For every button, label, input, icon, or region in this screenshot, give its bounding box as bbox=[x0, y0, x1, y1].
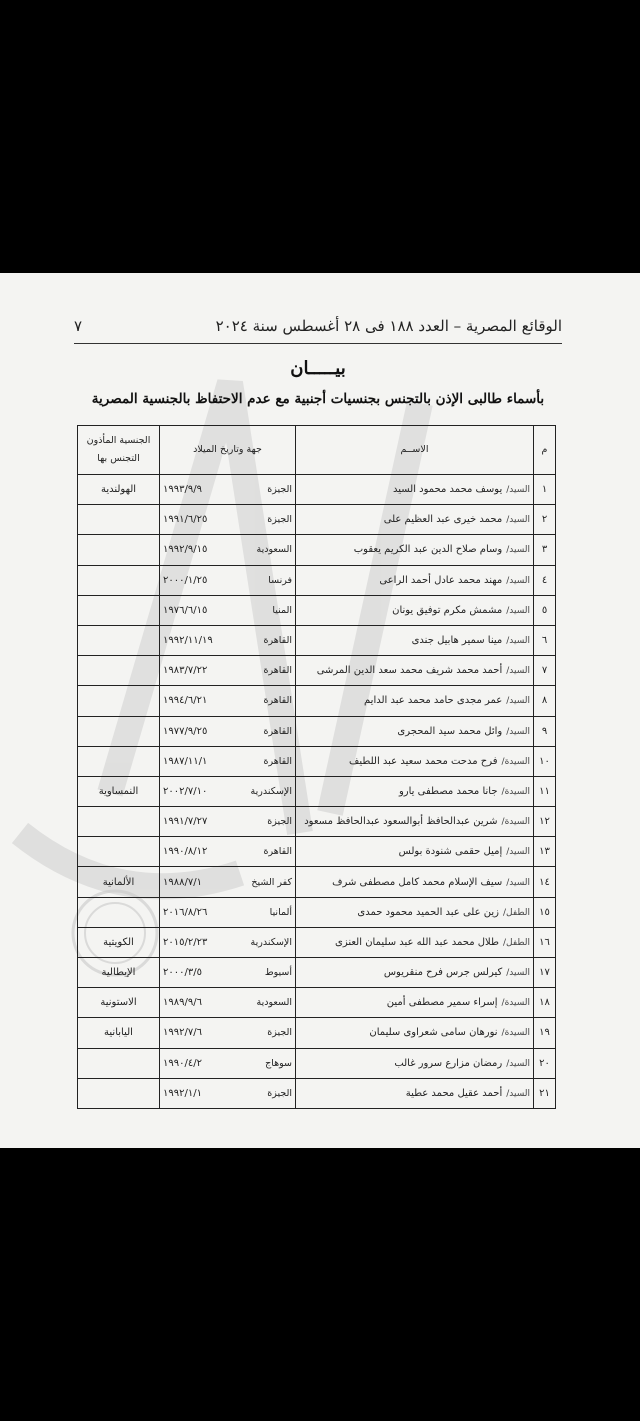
birth-place: القاهرة bbox=[263, 695, 292, 707]
table-row bbox=[78, 656, 556, 686]
birth-cell bbox=[160, 565, 296, 595]
header-num: م bbox=[534, 426, 556, 475]
birth-cell bbox=[160, 837, 296, 867]
nationality: الاستونية bbox=[78, 988, 160, 1018]
table-row bbox=[78, 988, 556, 1018]
birth-date: ١٩٨٨/٧/١ bbox=[163, 876, 202, 888]
person-title: السيد/ bbox=[506, 515, 530, 526]
nationality: الإيطالية bbox=[78, 958, 160, 988]
person-title: السيد/ bbox=[506, 666, 530, 677]
person-name-cell bbox=[296, 1078, 534, 1108]
row-number: ١٦ bbox=[534, 927, 556, 957]
header-nationality bbox=[78, 426, 160, 475]
person-name: نورهان سامى شعراوى سليمان bbox=[369, 1027, 498, 1039]
birth-date: ٢٠٠٠/٣/٥ bbox=[163, 967, 202, 979]
person-name-cell bbox=[296, 656, 534, 686]
person-title: السيدة/ bbox=[501, 756, 530, 767]
person-title: السيد/ bbox=[506, 968, 530, 979]
person-name: مشمش مكرم توفيق يونان bbox=[392, 604, 503, 616]
row-number: ٣ bbox=[534, 535, 556, 565]
person-name-cell bbox=[296, 1018, 534, 1048]
person-name: مهند محمد عادل أحمد الراعى bbox=[379, 574, 503, 586]
birth-place: الإسكندرية bbox=[250, 936, 292, 948]
person-name-cell bbox=[296, 867, 534, 897]
table-row bbox=[78, 958, 556, 988]
nationality: النمساوية bbox=[78, 776, 160, 806]
table-row bbox=[78, 867, 556, 897]
nationality bbox=[78, 686, 160, 716]
row-number: ٢ bbox=[534, 505, 556, 535]
table-row bbox=[78, 776, 556, 806]
birth-date: ٢٠٠٢/٧/١٠ bbox=[163, 785, 208, 797]
birth-cell bbox=[160, 927, 296, 957]
person-name-cell bbox=[296, 625, 534, 655]
page-header bbox=[74, 313, 562, 339]
table-row bbox=[78, 807, 556, 837]
row-number: ٦ bbox=[534, 625, 556, 655]
birth-cell bbox=[160, 958, 296, 988]
nationality bbox=[78, 535, 160, 565]
person-name-cell bbox=[296, 807, 534, 837]
person-name: أحمد عقيل محمد عطية bbox=[405, 1087, 503, 1099]
birth-place: القاهرة bbox=[263, 665, 292, 677]
person-name: إميل حقمى شنودة بولس bbox=[398, 846, 503, 858]
table-row bbox=[78, 716, 556, 746]
row-number: ١٥ bbox=[534, 897, 556, 927]
person-name: سيف الإسلام محمد كامل مصطفى شرف bbox=[332, 876, 503, 888]
person-title: السيد/ bbox=[506, 847, 530, 858]
nationality bbox=[78, 505, 160, 535]
birth-cell bbox=[160, 1048, 296, 1078]
birth-cell bbox=[160, 1018, 296, 1048]
birth-place: ألمانيا bbox=[269, 906, 292, 918]
statement-subtitle: بأسماء طالبى الإذن بالتجنس بجنسيات أجنبية مع عدم الاحتفاظ بالجنسية المصرية bbox=[91, 391, 545, 407]
birth-date: ١٩٨٧/١١/١ bbox=[163, 755, 208, 767]
birth-cell bbox=[160, 535, 296, 565]
table-row bbox=[78, 897, 556, 927]
table-row bbox=[78, 746, 556, 776]
birth-date: ١٩٩١/٧/٢٧ bbox=[163, 816, 208, 828]
birth-cell bbox=[160, 776, 296, 806]
journal-title: الوقائع المصرية – العدد ١٨٨ فى ٢٨ أغسطس سنة ٢٠٢٤ bbox=[215, 317, 562, 335]
birth-cell bbox=[160, 897, 296, 927]
row-number: ٨ bbox=[534, 686, 556, 716]
birth-place: القاهرة bbox=[263, 635, 292, 647]
table-row bbox=[78, 686, 556, 716]
table-row bbox=[78, 1018, 556, 1048]
row-number: ٢١ bbox=[534, 1078, 556, 1108]
person-name: وائل محمد سيد المحجرى bbox=[397, 725, 503, 737]
person-name: جانا محمد مصطفى يارو bbox=[398, 785, 498, 797]
page-number: ٧ bbox=[74, 317, 83, 335]
person-title: الطفل/ bbox=[502, 907, 530, 918]
table-header-row bbox=[78, 426, 556, 475]
birth-date: ١٩٧٧/٩/٢٥ bbox=[163, 725, 208, 737]
nationality: الهولندية bbox=[78, 475, 160, 505]
person-title: الطفل/ bbox=[502, 937, 530, 948]
birth-place: أسيوط bbox=[264, 967, 292, 979]
person-name-cell bbox=[296, 535, 534, 565]
row-number: ١٨ bbox=[534, 988, 556, 1018]
nationality bbox=[78, 746, 160, 776]
birth-place: الجيزة bbox=[267, 1087, 292, 1099]
nationality: الألمانية bbox=[78, 867, 160, 897]
table-row bbox=[78, 1048, 556, 1078]
nationality bbox=[78, 595, 160, 625]
nationality bbox=[78, 897, 160, 927]
nationality bbox=[78, 1048, 160, 1078]
row-number: ٥ bbox=[534, 595, 556, 625]
birth-cell bbox=[160, 1078, 296, 1108]
row-number: ١١ bbox=[534, 776, 556, 806]
person-title: السيد/ bbox=[506, 696, 530, 707]
birth-place: الجيزة bbox=[267, 484, 292, 496]
person-title: السيدة/ bbox=[501, 998, 530, 1009]
person-title: السيد/ bbox=[506, 877, 530, 888]
person-name-cell bbox=[296, 716, 534, 746]
person-title: السيدة/ bbox=[501, 817, 530, 828]
person-name-cell bbox=[296, 1048, 534, 1078]
birth-date: ١٩٩٢/٩/١٥ bbox=[163, 544, 208, 556]
row-number: ١٠ bbox=[534, 746, 556, 776]
birth-date: ١٩٩٢/١/١ bbox=[163, 1087, 202, 1099]
birth-place: الإسكندرية bbox=[250, 785, 292, 797]
table-row bbox=[78, 505, 556, 535]
person-name: كيرلس جرس فرح منقريوس bbox=[383, 967, 503, 979]
person-name-cell bbox=[296, 776, 534, 806]
table-row bbox=[78, 927, 556, 957]
birth-date: ١٩٧٦/٦/١٥ bbox=[163, 604, 208, 616]
person-title: السيد/ bbox=[506, 605, 530, 616]
person-name: مينا سمير هابيل جندى bbox=[411, 635, 503, 647]
nationality bbox=[78, 656, 160, 686]
person-title: السيد/ bbox=[506, 575, 530, 586]
birth-place: سوهاج bbox=[265, 1057, 292, 1069]
birth-place: فرنسا bbox=[268, 574, 292, 586]
person-name-cell bbox=[296, 897, 534, 927]
birth-date: ٢٠١٥/٢/٢٣ bbox=[163, 936, 208, 948]
birth-place: الجيزة bbox=[267, 816, 292, 828]
row-number: ١٣ bbox=[534, 837, 556, 867]
person-title: السيد/ bbox=[506, 636, 530, 647]
person-title: السيد/ bbox=[506, 726, 530, 737]
header-nationality-line1: الجنسية المأذون bbox=[86, 435, 151, 446]
nationality: الكويتية bbox=[78, 927, 160, 957]
person-name: فرح مدحت محمد سعيد عبد اللطيف bbox=[349, 755, 498, 767]
birth-cell bbox=[160, 686, 296, 716]
birth-date: ١٩٩٠/٤/٢ bbox=[163, 1057, 202, 1069]
person-name: إسراء سمير مصطفى أمين bbox=[386, 997, 498, 1009]
nationality bbox=[78, 837, 160, 867]
birth-cell bbox=[160, 867, 296, 897]
birth-cell bbox=[160, 807, 296, 837]
person-title: السيدة/ bbox=[501, 786, 530, 797]
birth-cell bbox=[160, 625, 296, 655]
nationality: اليابانية bbox=[78, 1018, 160, 1048]
birth-date: ١٩٩٢/٧/٦ bbox=[163, 1027, 202, 1039]
birth-date: ١٩٨٣/٧/٢٢ bbox=[163, 665, 208, 677]
birth-place: الجيزة bbox=[267, 1027, 292, 1039]
header-rule bbox=[74, 343, 562, 344]
nationality bbox=[78, 716, 160, 746]
birth-place: القاهرة bbox=[263, 846, 292, 858]
person-name: شرين عبدالحافظ أبوالسعود عبدالحافظ مسعود bbox=[304, 816, 498, 828]
birth-date: ٢٠١٦/٨/٢٦ bbox=[163, 906, 208, 918]
nationality bbox=[78, 565, 160, 595]
table-row bbox=[78, 837, 556, 867]
birth-cell bbox=[160, 595, 296, 625]
naturalization-table bbox=[77, 425, 556, 1109]
header-nationality-line2: التجنس بها bbox=[97, 453, 140, 464]
row-number: ١ bbox=[534, 475, 556, 505]
document-page bbox=[0, 273, 640, 1148]
person-title: السيد/ bbox=[506, 485, 530, 496]
table-row bbox=[78, 625, 556, 655]
person-name: زين على عبد الحميد محمود حمدى bbox=[357, 906, 499, 918]
birth-cell bbox=[160, 475, 296, 505]
birth-place: القاهرة bbox=[263, 725, 292, 737]
row-number: ٩ bbox=[534, 716, 556, 746]
person-name-cell bbox=[296, 927, 534, 957]
person-name: طلال محمد عبد الله عبد سليمان العنزى bbox=[335, 936, 499, 948]
table-row bbox=[78, 565, 556, 595]
table-row bbox=[78, 535, 556, 565]
person-name-cell bbox=[296, 505, 534, 535]
birth-cell bbox=[160, 656, 296, 686]
birth-date: ١٩٨٩/٩/٦ bbox=[163, 997, 202, 1009]
person-name-cell bbox=[296, 988, 534, 1018]
table-row bbox=[78, 1078, 556, 1108]
table-row bbox=[78, 475, 556, 505]
birth-place: كفر الشيخ bbox=[251, 876, 292, 888]
birth-place: السعودية bbox=[256, 997, 292, 1009]
header-name: الاســم bbox=[296, 426, 534, 475]
birth-cell bbox=[160, 988, 296, 1018]
person-name: عمر مجدى حامد محمد عبد الدايم bbox=[364, 695, 503, 707]
person-name: أحمد محمد شريف محمد سعد الدين المرشى bbox=[316, 665, 503, 677]
row-number: ١٧ bbox=[534, 958, 556, 988]
nationality bbox=[78, 1078, 160, 1108]
person-name: رمضان مزارع سرور غالب bbox=[394, 1057, 503, 1069]
person-name: وسام صلاح الدين عبد الكريم يعقوب bbox=[353, 544, 503, 556]
birth-cell bbox=[160, 505, 296, 535]
person-name-cell bbox=[296, 837, 534, 867]
birth-date: ١٩٩٣/٩/٩ bbox=[163, 484, 202, 496]
person-title: السيد/ bbox=[506, 1058, 530, 1069]
person-title: السيد/ bbox=[506, 545, 530, 556]
birth-date: ١٩٩٢/١١/١٩ bbox=[163, 635, 213, 647]
person-title: السيد/ bbox=[506, 1088, 530, 1099]
statement-title: بيـــــان bbox=[290, 358, 346, 379]
person-name-cell bbox=[296, 958, 534, 988]
row-number: ١٢ bbox=[534, 807, 556, 837]
birth-date: ١٩٩٤/٦/٢١ bbox=[163, 695, 208, 707]
person-name-cell bbox=[296, 686, 534, 716]
nationality bbox=[78, 625, 160, 655]
birth-place: القاهرة bbox=[263, 755, 292, 767]
birth-place: السعودية bbox=[256, 544, 292, 556]
birth-place: المنيا bbox=[272, 604, 292, 616]
row-number: ٢٠ bbox=[534, 1048, 556, 1078]
person-name-cell bbox=[296, 746, 534, 776]
birth-cell bbox=[160, 716, 296, 746]
person-name: محمد خيرى عبد العظيم على bbox=[383, 514, 503, 526]
nationality bbox=[78, 807, 160, 837]
birth-date: ١٩٩٠/٨/١٢ bbox=[163, 846, 208, 858]
person-name: يوسف محمد محمود السيد bbox=[392, 484, 503, 496]
row-number: ١٤ bbox=[534, 867, 556, 897]
birth-date: ١٩٩١/٦/٢٥ bbox=[163, 514, 208, 526]
table-row bbox=[78, 595, 556, 625]
birth-date: ٢٠٠٠/١/٢٥ bbox=[163, 574, 208, 586]
person-title: السيدة/ bbox=[501, 1028, 530, 1039]
person-name-cell bbox=[296, 475, 534, 505]
row-number: ٧ bbox=[534, 656, 556, 686]
birth-place: الجيزة bbox=[267, 514, 292, 526]
person-name-cell bbox=[296, 595, 534, 625]
row-number: ١٩ bbox=[534, 1018, 556, 1048]
row-number: ٤ bbox=[534, 565, 556, 595]
person-name-cell bbox=[296, 565, 534, 595]
birth-cell bbox=[160, 746, 296, 776]
header-place-dob: جهة وتاريخ الميلاد bbox=[160, 426, 296, 475]
